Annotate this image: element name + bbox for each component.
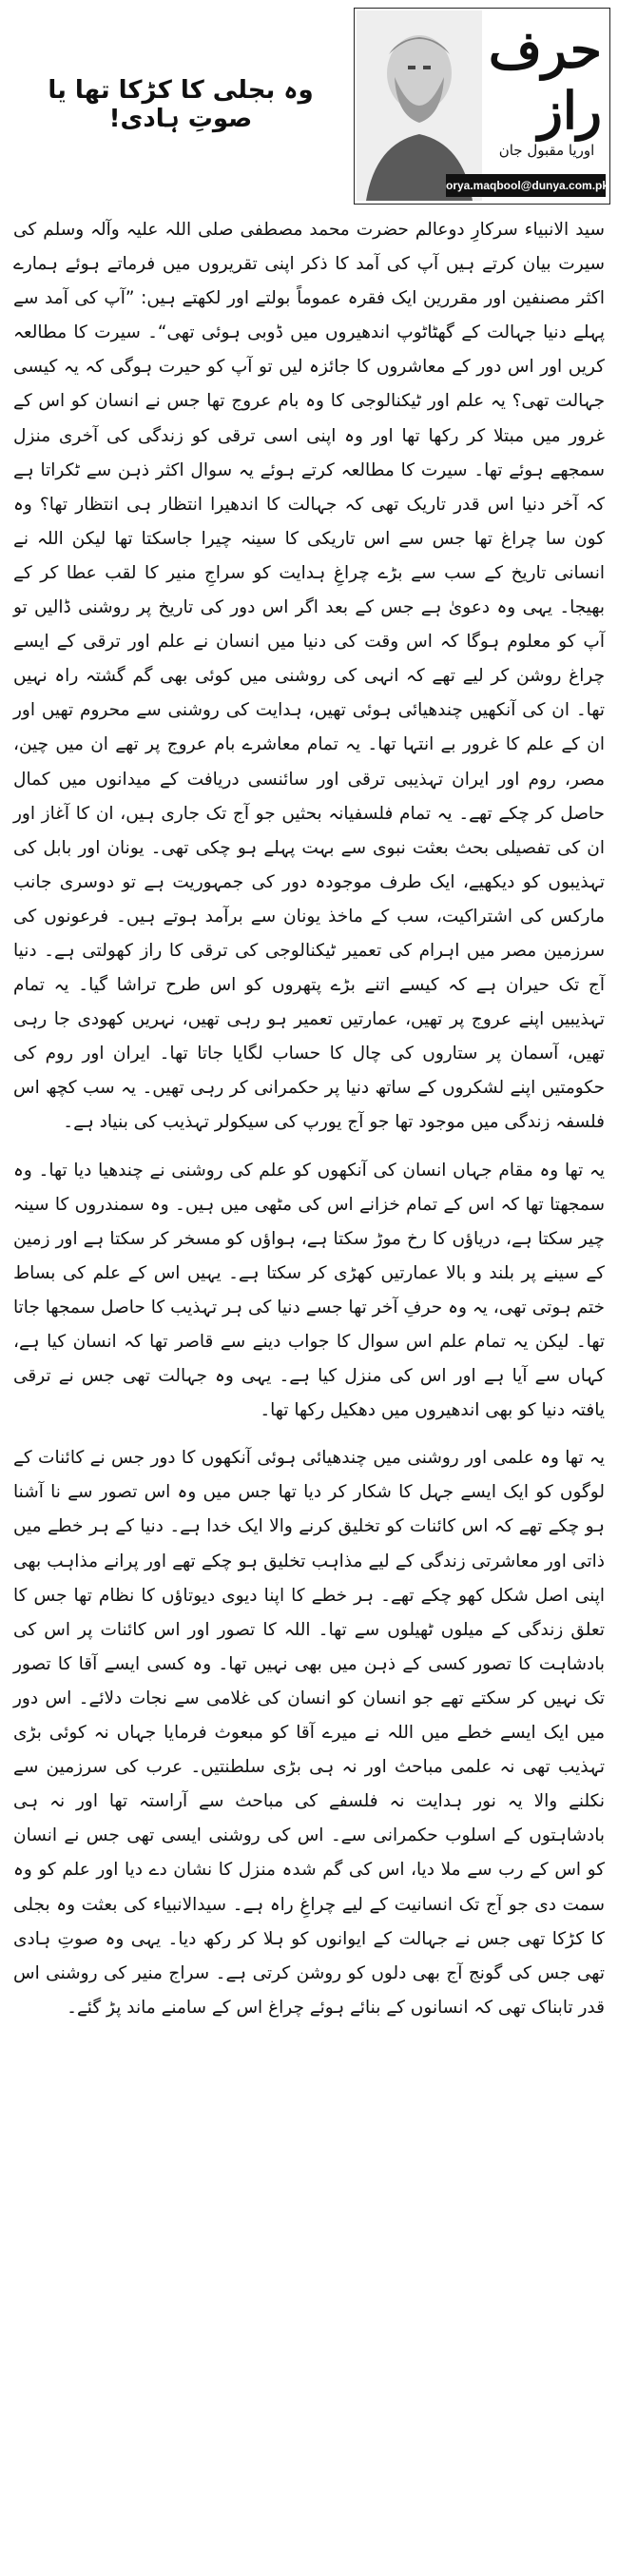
column-title: وہ بجلی کا کڑکا تھا یا صوتِ ہادی! xyxy=(48,76,314,133)
article-paragraph: یہ تھا وہ مقام جہاں انسان کی آنکھوں کو علم کی روشنی نے چندھیا دیا تھا۔ وہ سمجھتا تھا کہ اس کے تمام خزانے اس کی مٹھی میں ہیں۔ وہ سمندروں کا سینہ چیر سکتا ہے، دریاؤں کا رخ موڑ سکتا ہے، ہواؤں کو مسخر کر سکتا ہے اور زمین کے سینے پر بلند و بالا عمارتیں کھڑی کر سکتا ہے۔ یہیں اس کے علم کی بساط ختم ہوتی تھی، یہ وہ حرفِ آخر تھا جسے دنیا کی ہر تہذیب کا حاصل سمجھا جاتا تھا۔ لیکن یہ تمام علم اس سوال کا جواب دینے سے قاصر تھا کہ انسان کیا ہے، کہاں سے آیا ہے اور اس کی منزل کیا ہے۔ یہی وہ جہالت تھی جس نے ترقی یافتہ دنیا کو بھی اندھیروں میں دھکیل رکھا تھا۔ xyxy=(13,1160,605,1421)
author-portrait-icon xyxy=(357,10,482,201)
author-email[interactable]: orya.maqbool@dunya.com.pk xyxy=(446,174,606,197)
author-portrait xyxy=(357,10,482,201)
column-logo: حرف راز xyxy=(488,19,602,141)
article-paragraph: سید الانبیاء سرکارِ دوعالم حضرت محمد مصطفی صلی اللہ علیہ وآلہ وسلم کی سیرت بیان کرتے ہیں آپ کی آمد کا ذکر اپنی تقریروں میں فرماتے ہوئے ہمارے اکثر مصنفین اور مقررین ایک فقرہ عموماً بولتے اور لکھتے ہیں: ”آپ کی آمد سے پہلے دنیا جہالت کے گھٹاٹوپ اندھیروں میں ڈوبی ہوئی تھی“۔ سیرت کا مطالعہ کریں اور اس دور کے معاشروں کا جائزہ لیں تو آپ کو حیرت ہوگی کہ یہ کیسی جہالت تھی؟ یہ علم اور ٹیکنالوجی کا وہ بام عروج تھا جس نے انسان کو اس کے غرور میں مبتلا کر رکھا تھا اور وہ اپنی اسی ترقی کو زندگی کی آخری منزل سمجھے ہوئے تھا۔ سیرت کا مطالعہ کرتے ہوئے یہ سوال اکثر ذہن سے ٹکراتا ہے کہ آخر دنیا اس قدر تاریک تھی کہ جہالت کا اندھیرا انتظار ہی انتظار تھا؟ وہ کون سا چراغ تھا جس سے اس تاریکی کا سینہ چیرا جاسکتا تھا لیکن اللہ نے انسانی تاریخ کے سب سے بڑے چراغِ ہدایت کو سراجِ منیر کا لقب عطا کر کے بھیجا۔ یہی وہ دعویٰ ہے جس کے بعد اگر اس دور کی تاریخ پر روشنی ڈالیں تو آپ کو معلوم ہوگا کہ اس وقت کی دنیا میں انسان نے علم اور ترقی کے ایسے چراغ روشن کر لیے تھے کہ انہی کی روشنی میں کوئی بھی گم گشتہ راہ نہیں تھا۔ ان کی آنکھیں چندھیائی ہوئی تھیں، ہدایت کی روشنی سے محروم تھیں اور ان کے علم کا غرور بے انتہا تھا۔ یہ تمام معاشرے بام عروج پر تھے ان میں چین، مصر، روم اور ایران تہذیبی ترقی اور سائنسی دریافت کے میدانوں میں کمال حاصل کر چکے تھے۔ یہ تمام فلسفیانہ بحثیں جو آج تک جاری ہیں، ان کا آغاز اور ان کی تفصیلی بحث بعثت نبوی سے بہت پہلے ہو چکی تھی۔ یونان اور بابل کی تہذیبوں کو دیکھیے، ایک طرف موجودہ دور کی جمہوریت ہے تو دوسری جانب مارکس کی اشتراکیت، سب کے ماخذ یونان سے برآمد ہوتے ہیں۔ فرعونوں کی سرزمین مصر میں اہرام کی تعمیر ٹیکنالوجی کی ترقی کا راز کھولتی ہے۔ دنیا آج تک حیران ہے کہ کیسے اتنے بڑے پتھروں کو اس طرح تراشا گیا۔ یہ تمام تہذیبیں اپنے عروج پر تھیں، عمارتیں تعمیر ہو رہی تھیں، نہریں کھودی جا رہی تھیں، آسمان پر ستاروں کی چال کا حساب لگایا جاتا تھا۔ ایران اور روم کی حکومتیں اپنے لشکروں کے ساتھ دنیا پر حکمرانی کر رہی تھیں۔ یہ سب کچھ اس فلسفہ زندگی میں موجود تھا جو آج یورپ کی سیکولر تہذیب کی بنیاد ہے۔ xyxy=(13,220,606,1133)
byline-box xyxy=(354,8,610,205)
article-paragraph: یہ تھا وہ علمی اور روشنی میں چندھیائی ہوئی آنکھوں کا دور جس نے کائنات کے لوگوں کو ایک ایسے جہل کا شکار کر دیا تھا جس میں وہ اس تصور سے نا آشنا ہو چکے تھے کہ اس کائنات کو تخلیق کرنے والا ایک خدا ہے۔ دنیا کے ہر خطے میں ذاتی اور معاشرتی زندگی کے لیے مذاہب تخلیق ہو چکے تھے اور پرانے مذاہب بھی اپنی اصل شکل کھو چکے تھے۔ ہر خطے کا اپنا دیوی دیوتاؤں کا نظام تھا جس کا تعلق زندگی کے میلوں ٹھیلوں سے تھا۔ اللہ کا تصور اور اس کائنات پر اس کی بادشاہت کا تصور کسی کے ذہن میں بھی نہیں تھا۔ وہ کسی ایسے آقا کا تصور تک نہیں کر سکتے تھے جو انسان کو انسان کی غلامی سے نجات دلائے۔ اس دور میں ایک ایسے خطے میں اللہ نے میرے آقا کو مبعوث فرمایا جہاں نہ کوئی بڑی تہذیب تھی نہ علمی مباحث اور نہ ہی بڑی سلطنتیں۔ عرب کی سرزمین سے نکلنے والا یہ نور ہدایت نہ فلسفے کی مباحث سے آراستہ تھا اور نہ ہی بادشاہتوں کے اسلوب حکمرانی سے۔ اس کی روشنی ایسی تھی جس نے انسان کو اس کے رب سے ملا دیا، اس کی گم شدہ منزل کا نشان دے دیا اور علم کو وہ سمت دی جو آج تک انسانیت کے لیے چراغِ راہ ہے۔ سیدالانبیاء کی بعثت وہ بجلی کا کڑکا تھی جس نے جہالت کے ایوانوں کو ہلا کر رکھ دیا۔ یہی وہ صوتِ ہادی تھی جس کی گونج آج بھی دلوں کو روشن کرتی ہے۔ سراج منیر کی روشنی اس قدر تابناک تھی کہ انسانوں کے بنائے ہوئے چراغ اس کے سامنے ماند پڑ گئے۔ xyxy=(13,1448,605,2018)
author-name: اوریا مقبول جان xyxy=(498,142,595,159)
column-header xyxy=(0,0,618,228)
article-body xyxy=(13,213,605,2039)
